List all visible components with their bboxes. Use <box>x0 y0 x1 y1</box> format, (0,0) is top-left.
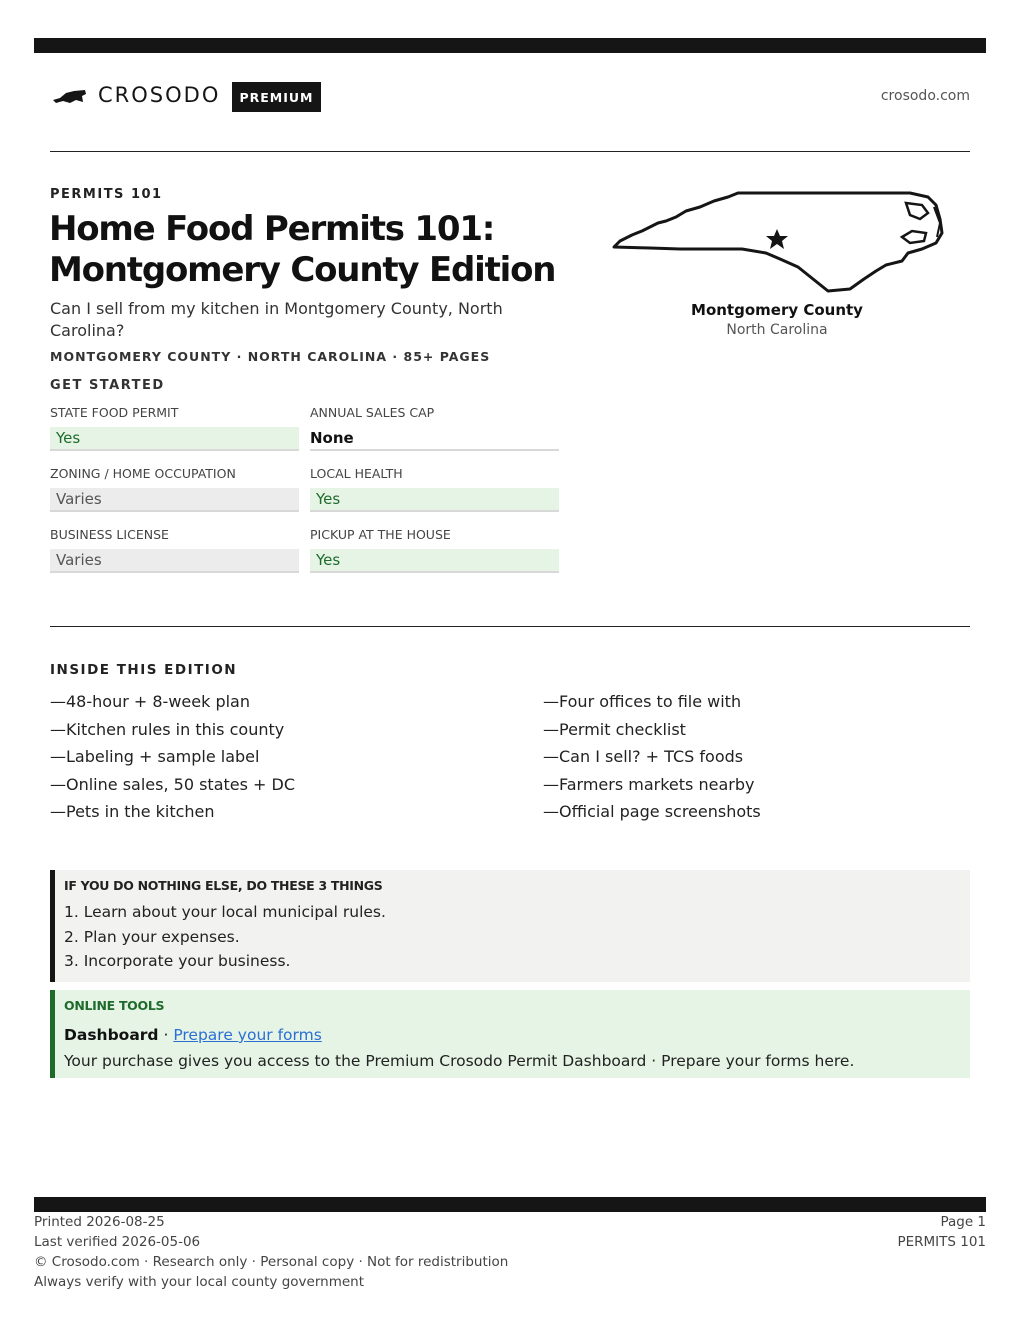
callout-title: IF YOU DO NOTHING ELSE, DO THESE 3 THINGS <box>64 878 383 893</box>
page-subtitle: Can I sell from my kitchen in Montgomery County, North Carolina? <box>50 299 503 340</box>
status-value: Yes <box>310 549 559 573</box>
list-item: —Labeling + sample label <box>50 747 260 766</box>
status-label: ZONING / HOME OCCUPATION <box>50 466 236 481</box>
status-cell-annual-sales-cap <box>310 404 559 451</box>
top-bar <box>34 38 986 53</box>
status-label: PICKUP AT THE HOUSE <box>310 527 451 542</box>
crosodo-logo-icon <box>52 88 88 106</box>
status-value: None <box>310 427 559 451</box>
map-county-label: Montgomery County <box>691 301 863 319</box>
status-cell-pickup <box>310 526 559 573</box>
status-label: BUSINESS LICENSE <box>50 527 169 542</box>
map-state-label: North Carolina <box>726 322 828 338</box>
status-label: LOCAL HEALTH <box>310 466 403 481</box>
priority-callout <box>50 870 970 982</box>
list-item: —Can I sell? + TCS foods <box>543 747 744 766</box>
brand-name: CROSODO <box>98 83 221 107</box>
get-started-heading: GET STARTED <box>50 378 165 393</box>
header <box>52 82 970 112</box>
disclaimer: Always verify with your local county government <box>34 1274 364 1290</box>
online-tools-box <box>50 990 970 1078</box>
status-label: STATE FOOD PERMIT <box>50 405 179 420</box>
north-carolina-map <box>610 185 946 295</box>
copyright: © Crosodo.com · Research only · Personal copy · Not for redistribution <box>34 1254 509 1270</box>
list-item: —Kitchen rules in this county <box>50 719 285 739</box>
callout-item: 3. Incorporate your business. <box>64 952 291 970</box>
status-cell-business-license <box>50 526 299 573</box>
dashboard-label: Dashboard <box>64 1026 159 1044</box>
list-item: —48-hour + 8-week plan <box>50 692 250 711</box>
status-value: Yes <box>310 488 559 512</box>
printed-date: Printed 2026-08-25 <box>34 1214 165 1230</box>
title-line-1: Home Food Permits 101: <box>49 209 495 249</box>
tools-title: ONLINE TOOLS <box>64 998 165 1013</box>
list-item: —Official page screenshots <box>543 802 761 821</box>
list-item: —Online sales, 50 states + DC <box>50 774 296 794</box>
list-item: —Pets in the kitchen <box>50 802 215 821</box>
page-number: Page 1 <box>940 1214 986 1230</box>
status-cell-state-food-permit <box>50 404 299 451</box>
status-cell-zoning <box>50 465 299 512</box>
divider <box>50 626 970 627</box>
status-value: Yes <box>50 427 299 451</box>
list-item: —Farmers markets nearby <box>543 774 755 794</box>
premium-badge: PREMIUM <box>232 82 321 112</box>
footer-section: PERMITS 101 <box>897 1234 986 1250</box>
bottom-bar <box>34 1197 986 1212</box>
verified-date: Last verified 2026-05-06 <box>34 1234 201 1250</box>
prepare-forms-link[interactable]: Prepare your forms <box>173 1026 322 1044</box>
footer-left <box>34 1212 508 1292</box>
divider <box>50 151 970 152</box>
section-eyebrow: PERMITS 101 <box>50 187 163 202</box>
title-line-2: Montgomery County Edition <box>49 250 556 290</box>
contents-list-right <box>543 688 761 826</box>
contents-list-left <box>50 688 295 826</box>
footer-right <box>897 1212 986 1252</box>
status-cell-local-health <box>310 465 559 512</box>
site-url[interactable]: crosodo.com <box>880 88 970 104</box>
page-title <box>49 209 609 291</box>
status-value: Varies <box>50 488 299 512</box>
inside-edition-heading: INSIDE THIS EDITION <box>50 662 238 678</box>
status-label: ANNUAL SALES CAP <box>310 405 435 420</box>
tools-links <box>64 1022 970 1048</box>
status-value: Varies <box>50 549 299 573</box>
tools-description: Your purchase gives you access to the Premium Crosodo Permit Dashboard · Prepare your forms here. <box>64 1052 855 1070</box>
separator: · <box>158 1026 174 1044</box>
edition-meta: MONTGOMERY COUNTY · NORTH CAROLINA · 85+ PAGES <box>50 349 491 364</box>
list-item: —Permit checklist <box>543 719 686 739</box>
list-item: —Four offices to file with <box>543 692 742 711</box>
callout-item: 1. Learn about your local municipal rules. <box>64 903 386 921</box>
callout-item: 2. Plan your expenses. <box>64 927 240 946</box>
